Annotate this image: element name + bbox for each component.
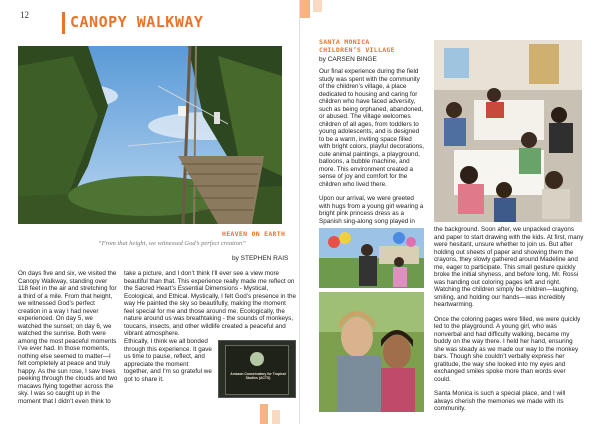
byline: by CARSEN BINGE — [319, 56, 377, 63]
sign-text: Amazon Conservatory for Tropical Studies (ACTS) — [230, 372, 286, 380]
children-drawing-photo — [434, 40, 582, 222]
page-title: CANOPY WALKWAY — [70, 13, 204, 31]
article-paragraph: take a picture, and I don’t think I’ll ever see a view more beautiful than that. This experience really made me reflect on the Sacred Heart’s Essential Dimensions - Mystical, Ecological, and Ethical. Mystically, I felt God’s presence in the way He painted the sky so beautifully, making the moment feel special for me and those around me. Ecologically, the nature around us was breathtaking - the sounds of monkeys, toucans, insects, and other wildlife created a peaceful and vibrant atmosphere. — [124, 270, 296, 337]
article-column-2-top — [124, 270, 296, 345]
section-heading-line2: CHILDREN’S VILLAGE — [319, 46, 395, 54]
section-heading-line1: SANTA MONICA — [319, 38, 370, 46]
title-accent-bar — [62, 12, 65, 34]
decorative-tab — [260, 404, 268, 424]
article-paragraph: Our final experience during the field study was spent with the community of the children’s village, a place dedicated to housing and caring for children who have faced adversity, such as being orphaned, abandoned, or abused. The village welcomes children of all ages, from toddlers to young adolescents, and is designed to be a warm, inviting space filled with bright colors, playful decorations, cute animal paintings, a playground, balloons, a bubble machine, and more. This environment created a sense of joy and comfort for the children who lived there. — [319, 68, 424, 188]
buddy-girls-photo — [319, 292, 424, 412]
article-column-1 — [18, 270, 118, 412]
article-column-1 — [319, 68, 424, 232]
acts-sign-photo — [218, 340, 296, 398]
byline: by STEPHEN RAIS — [232, 255, 289, 262]
article-paragraph: Santa Monica is such a special place, and I will always cherish the memories we made with its community. — [434, 390, 566, 412]
article-column-2-bottom — [124, 338, 214, 390]
caption-heading: HEAVEN ON EARTH — [222, 230, 286, 238]
right-page — [300, 0, 600, 424]
decorative-tab — [313, 0, 322, 12]
canopy-walkway-photo — [18, 46, 282, 224]
article-paragraph: Once the coloring pages were filled, we were quickly led to the playground. A young girl, who was nonverbal and had difficulty walking, became my buddy on the way there. I held her hand, ensuring she was steady as we made our way to the monkey bars. Though she couldn’t verbally express her gratitude, the way she looked into my eyes and exchanged smiles spoke more than words ever could. — [434, 315, 581, 383]
page-number: 12 — [20, 10, 29, 20]
balloon-girl-photo — [319, 228, 424, 288]
article-paragraph: Upon our arrival, we were greeted with hugs from a young girl wearing a bright pink princess dress as a Spanish sing-along song played in — [319, 195, 424, 225]
article-paragraph: Ethically, I think we all bonded through this experience. It gave us time to pause, reflect, and appreciate the moment together, and I’m so grateful we got to share it. — [124, 338, 212, 383]
article-column-2 — [434, 226, 584, 420]
acts-logo-icon — [250, 352, 264, 366]
decorative-tab — [272, 410, 280, 424]
pull-quote: “From that height, we witnessed God’s perfect creation” — [98, 240, 246, 247]
decorative-tab — [300, 0, 310, 18]
article-paragraph: the background. Soon after, we unpacked crayons and paper to start drawing with the kids. At first, many were hesitant, unsure whether to join us. But after holding out sheets of paper and showing them the crayons, they slowly gathered around Madeline and me, eager to participate. This small gesture quickly broke the initial shyness, and before long, Mr. Rossi was handing out coloring pages left and right. Watching the children simply be children—laughing, smiling, and holding our hands—was incredibly heartwarming. — [434, 226, 584, 308]
article-paragraph: On days five and six, we visited the Canopy Walkway, standing over 118 feet in the air and stretching for a third of a mile. From that height, we witnessed God’s perfect creation in a way I had never experienced. On day 5, we watched the sunset; on day 6, we watched the sunrise. Both were among the most peaceful moments I’ve ever had. In those moments, nothing else seemed to matter—I felt completely at peace and truly happy. As the sun rose, I saw trees peeking through the clouds and two macaws flying together across the sky. I was so caught up in the moment that I didn’t even think to — [18, 270, 118, 405]
